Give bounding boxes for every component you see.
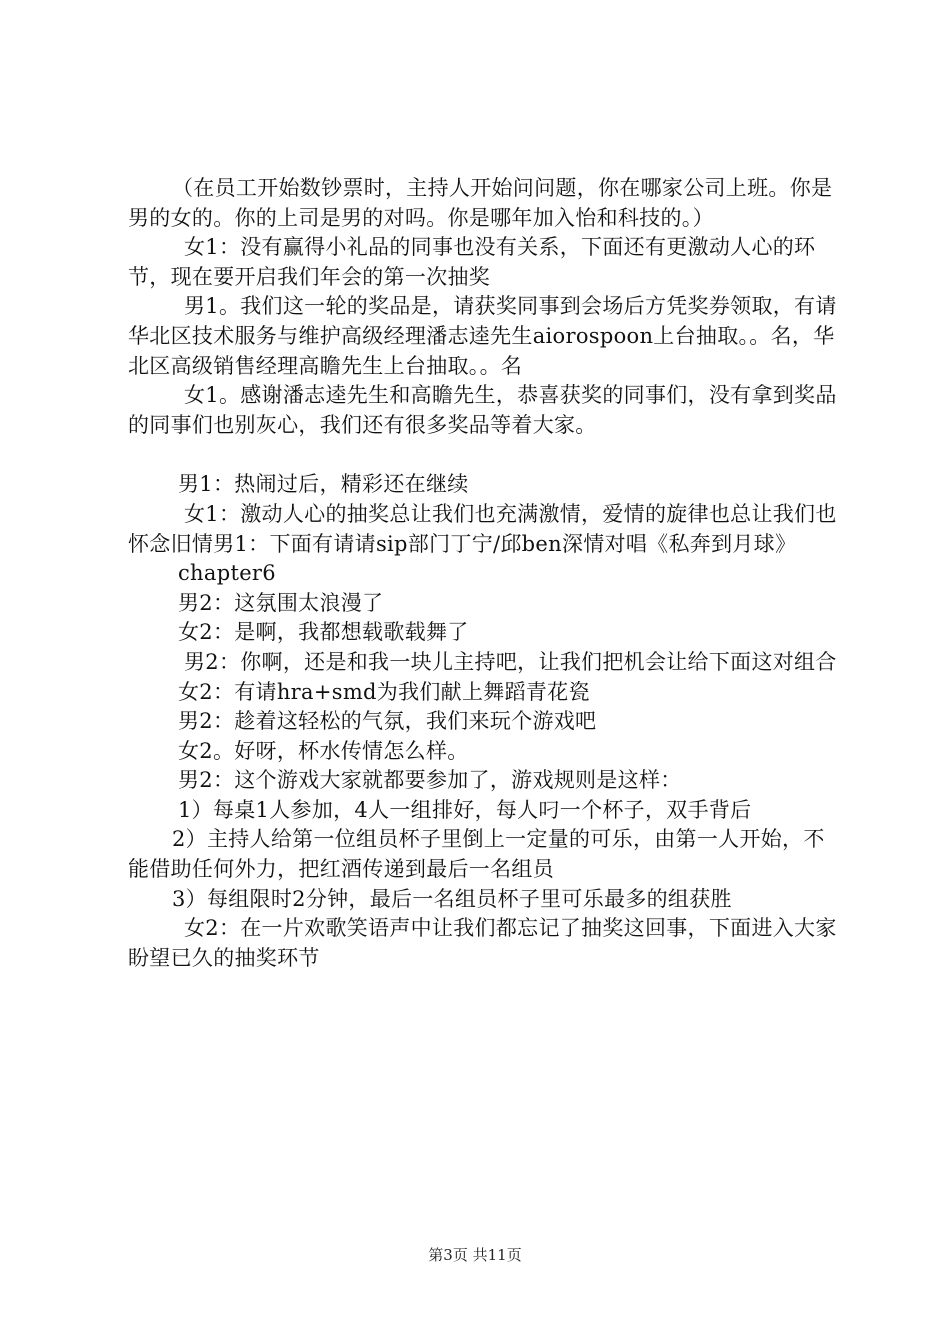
- paragraph: 女2：是啊，我都想载歌载舞了: [178, 620, 469, 645]
- paragraph: 2）主持人给第一位组员杯子里倒上一定量的可乐，由第一人开始，不能借助任何外力，把红酒传递到最后一名组员: [128, 827, 825, 882]
- paragraph: 男2：这个游戏大家就都要参加了，游戏规则是这样：: [178, 768, 682, 793]
- paragraph: 男1：热闹过后，精彩还在继续: [178, 472, 469, 497]
- paragraph: 男1。我们这一轮的奖品是，请获奖同事到会场后方凭奖券领取，有请华北区技术服务与维护高级经理潘志逵先生aiorospoon上台抽取。。名，华北区高级销售经理高瞻先生上台抽取。。名: [128, 294, 837, 378]
- paragraph: 女1：没有赢得小礼品的同事也没有关系，下面还有更激动人心的环节，现在要开启我们年会的第一次抽奖: [128, 235, 816, 289]
- document-body: [128, 174, 840, 973]
- paragraph: 女1：激动人心的抽奖总让我们也充满激情，爱情的旋律也总让我们也怀念旧情男1：下面有请请sip部门丁宁/邱ben深情对唱《私奔到月球》: [128, 501, 837, 556]
- paragraph: 女2。好呀，杯水传情怎么样。: [178, 738, 469, 763]
- paragraph: 3）每组限时2分钟，最后一名组员杯子里可乐最多的组获胜: [172, 886, 732, 911]
- page-number-footer: 第3页 共11页: [428, 1246, 522, 1264]
- paragraph: （在员工开始数钞票时，主持人开始问问题，你在哪家公司上班。你是男的女的。你的上司是男的对吗。你是哪年加入怡和科技的。）: [128, 176, 833, 230]
- paragraph: 女2：有请hra+smd为我们献上舞蹈青花瓷: [178, 679, 590, 704]
- paragraph: 男2：趁着这轻松的气氛，我们来玩个游戏吧: [178, 709, 597, 734]
- paragraph: 女2：在一片欢歌笑语声中让我们都忘记了抽奖这回事，下面进入大家盼望已久的抽奖环节: [128, 916, 837, 970]
- paragraph: 女1。感谢潘志逵先生和高瞻先生，恭喜获奖的同事们，没有拿到奖品的同事们也别灰心，我们还有很多奖品等着大家。: [128, 383, 837, 437]
- paragraph: 男2：这氛围太浪漫了: [178, 590, 384, 615]
- paragraph: chapter6: [178, 561, 276, 586]
- paragraph: 男2：你啊，还是和我一块儿主持吧，让我们把机会让给下面这对组合: [184, 649, 837, 674]
- paragraph: 1）每桌1人参加，4人一组排好，每人叼一个杯子，双手背后: [178, 797, 752, 822]
